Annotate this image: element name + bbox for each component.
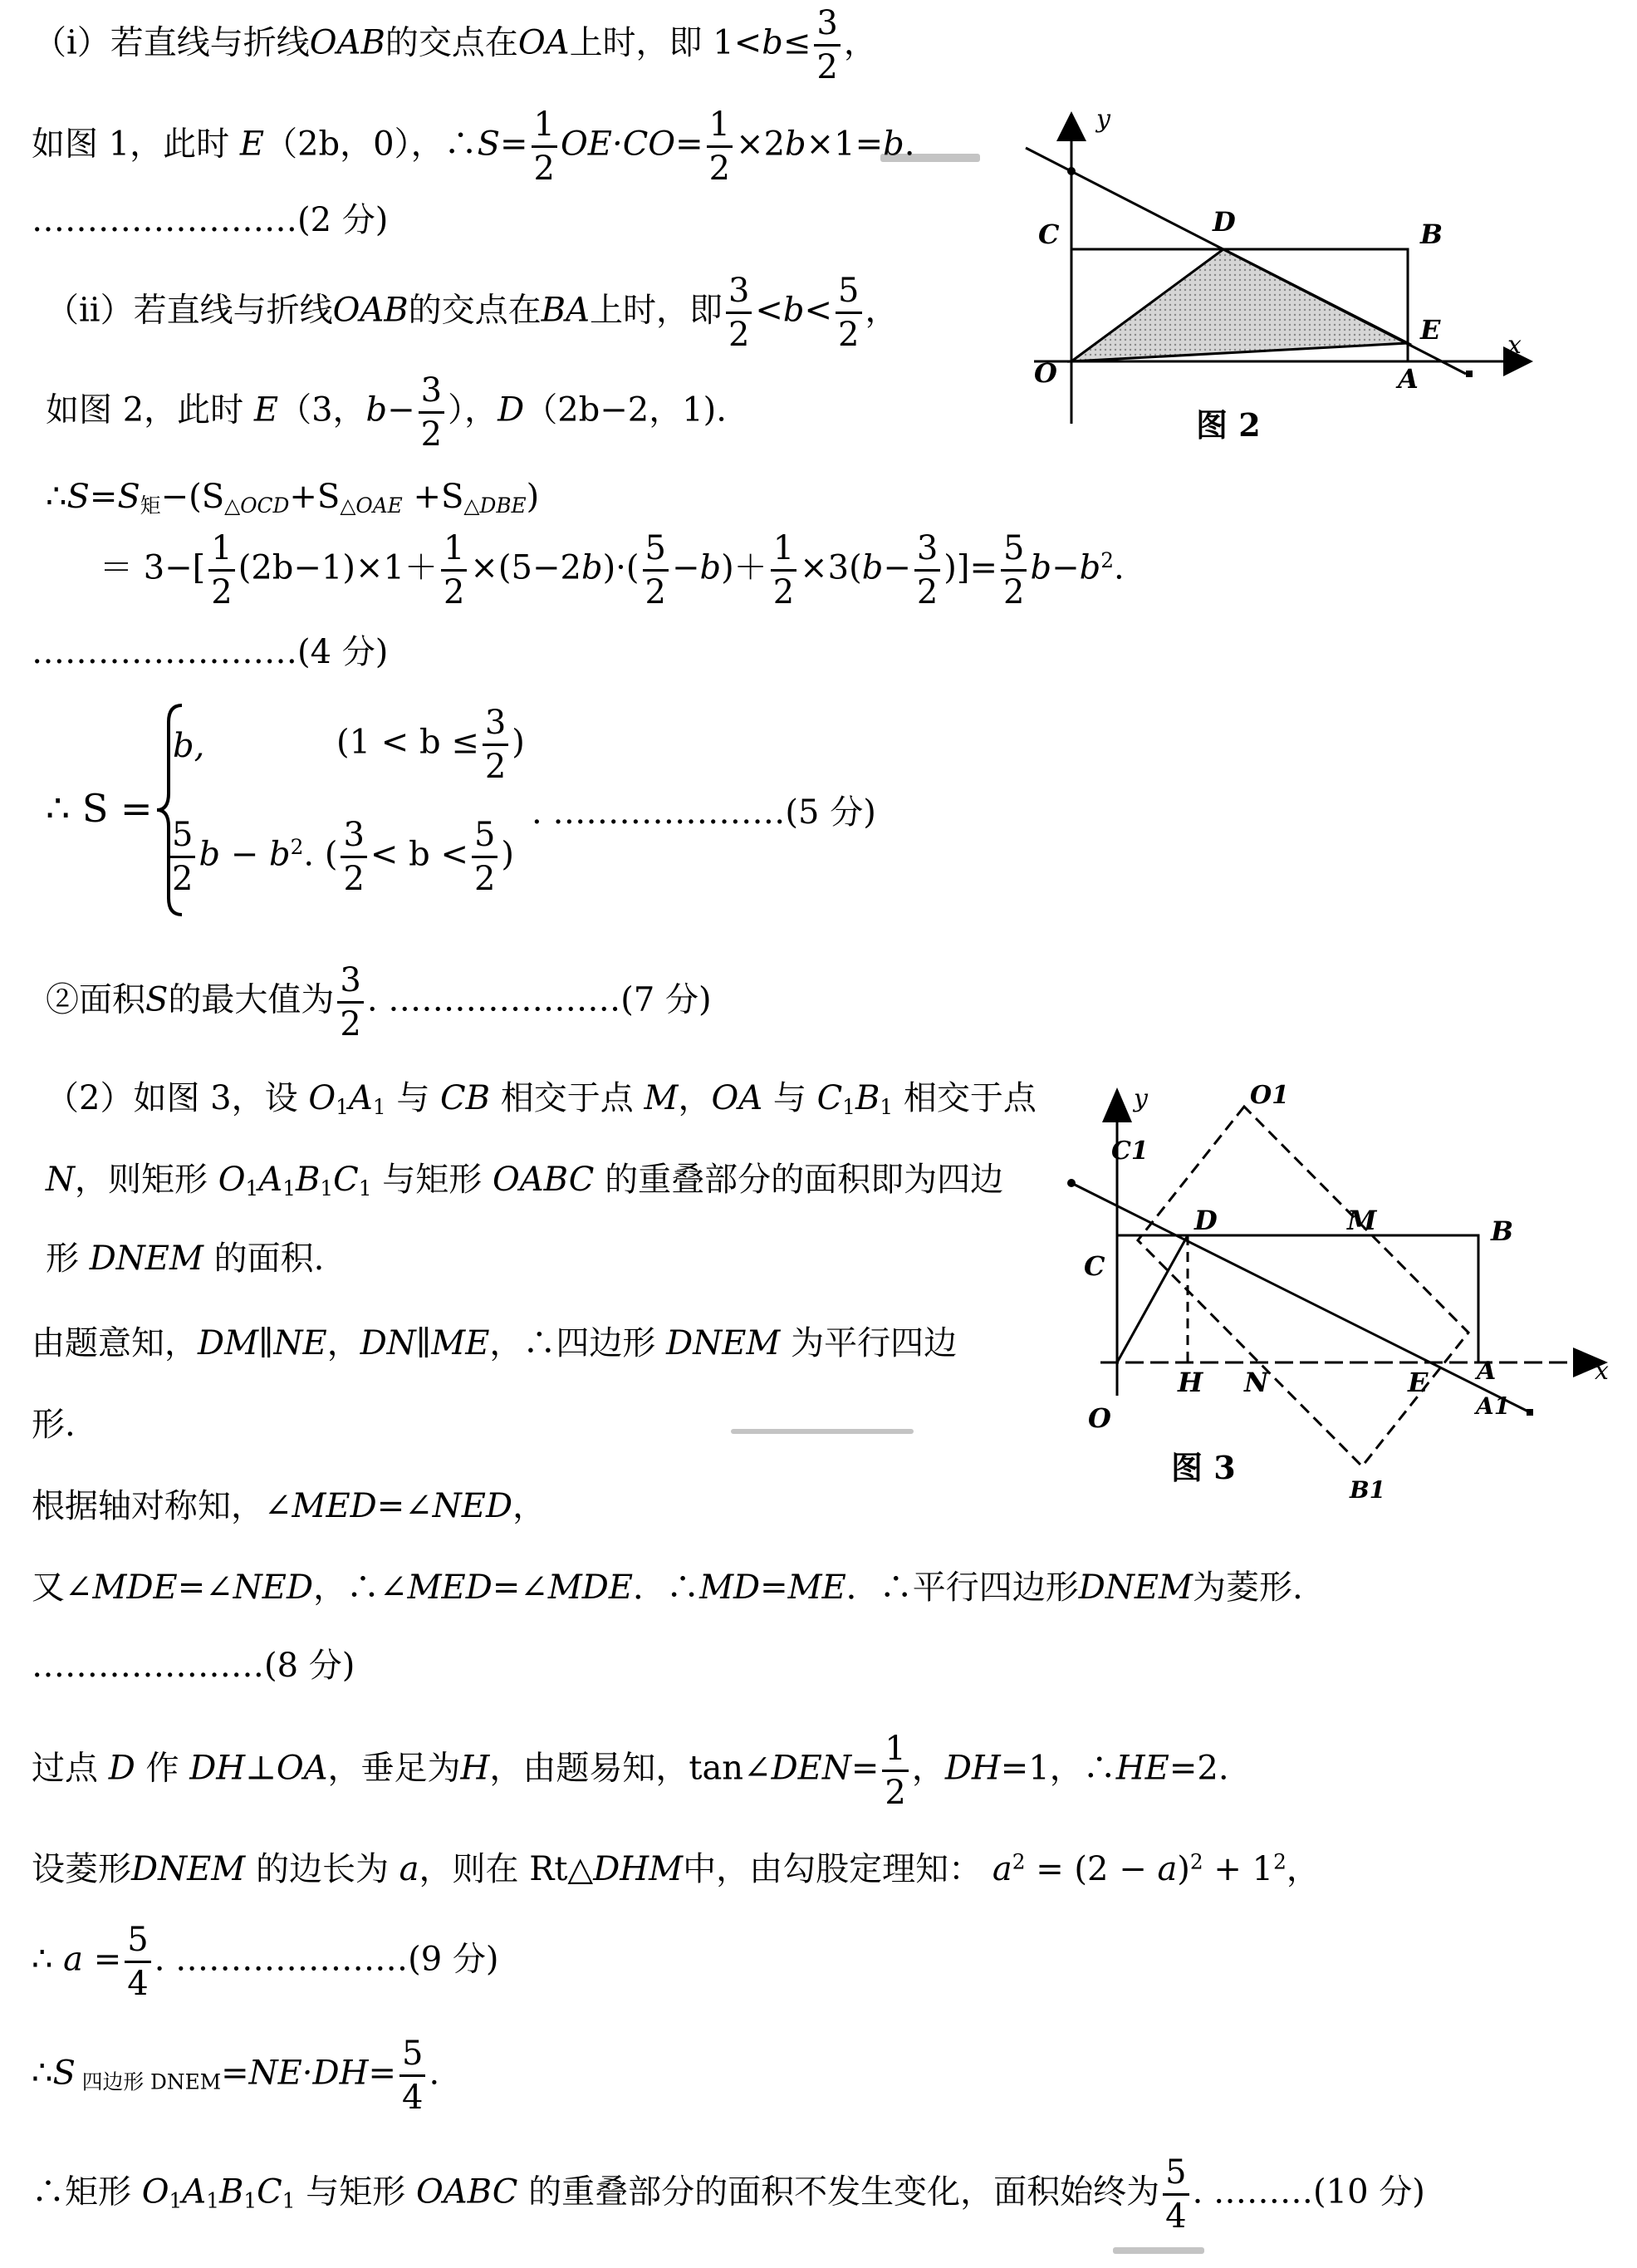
fraction: $\frac{5}{2}$ <box>836 274 861 351</box>
fraction: $\frac{3}{2}$ <box>341 818 366 896</box>
fraction: $\frac{3}{2}$ <box>483 706 508 783</box>
svg-text:x: x <box>1595 1357 1609 1386</box>
fraction: $\frac{3}{2}$ <box>419 374 444 451</box>
svg-text:B: B <box>1420 218 1443 250</box>
line-1: （i）若直线与折线OAB的交点在OA上时，即 1<b≤ $\frac{3}{2}$ ， <box>33 4 877 86</box>
svg-text:B1: B1 <box>1350 1476 1386 1504</box>
line-4: （ii）若直线与折线OAB的交点在BA上时，即 $\frac{3}{2}$ <b< $\frac{5}{2}$ ， <box>46 272 899 354</box>
svg-text:O: O <box>1034 357 1057 389</box>
fraction: $\frac{5}{4}$ <box>1163 2156 1189 2233</box>
line-14: 形. <box>32 1406 76 1444</box>
svg-text:B: B <box>1491 1215 1514 1247</box>
svg-text:D: D <box>1213 206 1236 238</box>
score-2: ……………………(2 分) <box>32 201 389 239</box>
svg-text:y: y <box>1096 105 1110 134</box>
fraction: $\frac{3}{2}$ <box>726 274 752 351</box>
fraction: $\frac{5}{2}$ <box>643 532 669 609</box>
line-21: ∴S $_{四边形 DNEM}$=NE·DH= $\frac{5}{4}$ . <box>32 2035 440 2117</box>
line-10: （2）如图 3，设 $O_1A_1$ 与 CB 相交于点 M，OA 与 $C_1B_1$ 相交于点 <box>46 1079 1037 1120</box>
fraction: $\frac{3}{2}$ <box>814 7 840 84</box>
line-l <box>1071 1183 1530 1412</box>
svg-text:O: O <box>1088 1402 1111 1434</box>
figure-3 <box>1055 1072 1620 1512</box>
case-1-cond: (1 < b ≤ $\frac{3}{2}$ ) <box>336 704 525 786</box>
svg-text:图 2: 图 2 <box>1196 406 1261 444</box>
fraction: $\frac{1}{2}$ <box>441 532 467 609</box>
svg-text:D: D <box>1194 1205 1218 1236</box>
svg-text:M: M <box>1347 1205 1377 1236</box>
line-22: ∴矩形 $O_1A_1B_1C_1$ 与矩形 OABC 的重叠部分的面积不发生变化，面积始终为 $\frac{5}{4}$ . ………(10 分) <box>32 2153 1425 2236</box>
svg-text:C: C <box>1084 1250 1105 1282</box>
svg-text:A1: A1 <box>1476 1392 1511 1420</box>
line-20: ∴ a = $\frac{5}{4}$ . …………………(9 分) <box>32 1921 499 2003</box>
svg-text:C1: C1 <box>1111 1136 1149 1166</box>
line-11: N，则矩形 $O_1A_1B_1C_1$ 与矩形 OABC 的重叠部分的面积即为四边 <box>46 1161 1004 1201</box>
line-6: $\therefore S=S_矩-(S_{\triangle OCD}+S_{\triangle OAE} +S_{\triangle DBE})$ <box>46 478 540 518</box>
svg-text:x: x <box>1507 331 1522 360</box>
svg-text:O1: O1 <box>1250 1081 1290 1110</box>
fraction: $\frac{1}{2}$ <box>208 532 234 609</box>
line-5: 如图 2，此时 E（3，b− $\frac{3}{2}$ ），D（2b−2，1). <box>46 371 727 454</box>
fraction: $\frac{1}{2}$ <box>532 108 557 185</box>
line-15: 根据轴对称知，∠MED=∠NED， <box>32 1487 546 1525</box>
shaded-region <box>1071 249 1408 361</box>
line-13: 由题意知，DM∥NE，DN∥ME，∴四边形 DNEM 为平行四边 <box>32 1324 958 1362</box>
svg-text:N: N <box>1244 1367 1269 1398</box>
line-9: ②面积S的最大值为 $\frac{3}{2}$ . …………………(7 分) <box>46 961 712 1043</box>
line-2: 如图 1，此时 E（2b，0），∴S= $\frac{1}{2}$ OE·CO= $\frac{1}{2}$ ×2b×1=b. <box>32 106 915 188</box>
line-7: ＝ 3−[ $\frac{1}{2}$ (2b−1)×1＋ $\frac{1}{2}$ ×(5−2b)·( $\frac{5}{2}$ −b)＋ $\frac{1}{2}$ ×3(b− $\frac{3}{2}$ )]= $\frac{5}{2}$ $b-b^2$. <box>100 529 1125 611</box>
svg-text:C: C <box>1038 218 1060 250</box>
svg-text:A: A <box>1398 363 1419 395</box>
line-16: 又∠MDE=∠NED，∴∠MED=∠MDE．∴MD=ME．∴平行四边形DNEM为菱形. <box>32 1568 1303 1607</box>
scan-artifact <box>1113 2247 1204 2254</box>
rectangle-oabc <box>1117 1235 1478 1362</box>
figure-2 <box>1009 104 1541 461</box>
case-1: b, <box>173 727 205 765</box>
svg-text:E: E <box>1408 1367 1429 1398</box>
fraction: $\frac{3}{2}$ <box>914 532 940 609</box>
fraction: $\frac{5}{2}$ <box>169 818 195 896</box>
svg-text:y: y <box>1134 1084 1148 1113</box>
svg-text:H: H <box>1178 1367 1203 1398</box>
svg-text:A: A <box>1477 1357 1497 1386</box>
fraction: $\frac{5}{2}$ <box>1001 532 1027 609</box>
score-5: . …………………(5 分) <box>532 793 876 832</box>
svg-text:图 3: 图 3 <box>1171 1449 1236 1486</box>
fraction: $\frac{3}{2}$ <box>337 964 363 1041</box>
fraction: $\frac{1}{2}$ <box>707 108 733 185</box>
line-12: 形 DNEM 的面积. <box>46 1240 325 1278</box>
score-8: …………………(8 分) <box>32 1647 355 1685</box>
line-18: 过点 D 作 DH⊥OA，垂足为H，由题易知，tan∠DEN= $\frac{1}{2}$ ，DH=1，∴HE=2. <box>32 1730 1229 1812</box>
fraction: $\frac{1}{2}$ <box>882 1732 908 1809</box>
fraction: $\frac{1}{2}$ <box>771 532 796 609</box>
fraction: $\frac{5}{2}$ <box>472 818 497 896</box>
fraction: $\frac{5}{4}$ <box>399 2037 425 2114</box>
line-19: 设菱形DNEM 的边长为 a，则在 Rt△DHM中，由勾股定理知： $a^2 = (2 - a)^2 + 1^2$， <box>32 1849 1320 1888</box>
case-2: $\frac{5}{2}$ $b - b^2$. ( $\frac{3}{2}$ < b < $\frac{5}{2}$ ) <box>166 818 514 896</box>
scan-artifact <box>880 154 980 162</box>
cases-lhs: ∴ S = <box>46 786 153 831</box>
fraction: $\frac{5}{4}$ <box>125 1923 150 2000</box>
scan-artifact <box>731 1429 914 1434</box>
svg-text:E: E <box>1420 314 1441 346</box>
score-4: ……………………(4 分) <box>32 633 389 671</box>
